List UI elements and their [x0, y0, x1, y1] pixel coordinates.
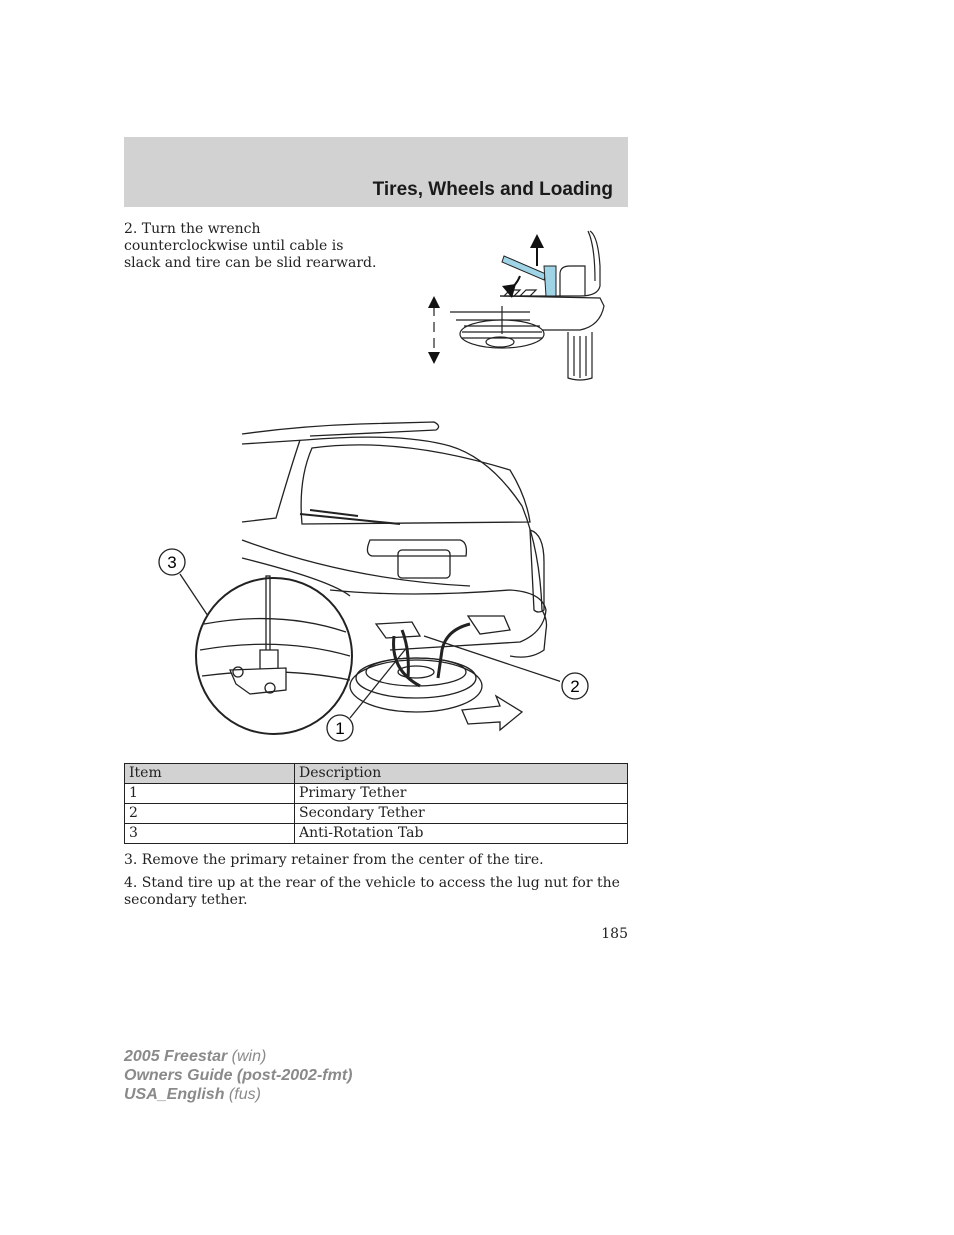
- footer-guide: Owners Guide (post-2002-fmt): [124, 1067, 353, 1084]
- callout-labels: [150, 410, 600, 750]
- item-description-table: [124, 763, 628, 844]
- step-3-text: 3. Remove the primary retainer from the center of the tire.: [124, 852, 544, 868]
- callout-3: 3: [167, 553, 177, 572]
- table-row: [125, 824, 628, 844]
- table-row: [125, 804, 628, 824]
- footer-model: 2005 Freestar: [124, 1048, 228, 1065]
- table-header-item: Item: [125, 764, 295, 784]
- step-4-text: 4. Stand tire up at the rear of the vehicle to access the lug nut for the secondary tether.: [124, 875, 620, 908]
- table-header-row: [125, 764, 628, 784]
- step-2-text: 2. Turn the wrench counterclockwise until cable is slack and tire can be slid rearward.: [124, 221, 377, 271]
- callout-1: 1: [335, 719, 345, 738]
- section-title: Tires, Wheels and Loading: [372, 179, 613, 200]
- table-cell-description: Primary Tether: [295, 784, 628, 804]
- table-header-description: Description: [295, 764, 628, 784]
- callout-2: 2: [570, 677, 580, 696]
- table-cell-item: 1: [125, 784, 295, 804]
- footer-model-code: (win): [231, 1048, 267, 1065]
- table-row: [125, 784, 628, 804]
- table-cell-item: 3: [125, 824, 295, 844]
- wrench-lowering-illustration: [420, 226, 610, 386]
- section-header: [124, 137, 628, 207]
- footer-language-code: (fus): [228, 1086, 261, 1103]
- page-number: 185: [601, 926, 628, 942]
- table-cell-description: Secondary Tether: [295, 804, 628, 824]
- table-cell-description: Anti-Rotation Tab: [295, 824, 628, 844]
- footer-language: USA_English: [124, 1086, 225, 1103]
- document-footer: [124, 1047, 352, 1104]
- table-cell-item: 2: [125, 804, 295, 824]
